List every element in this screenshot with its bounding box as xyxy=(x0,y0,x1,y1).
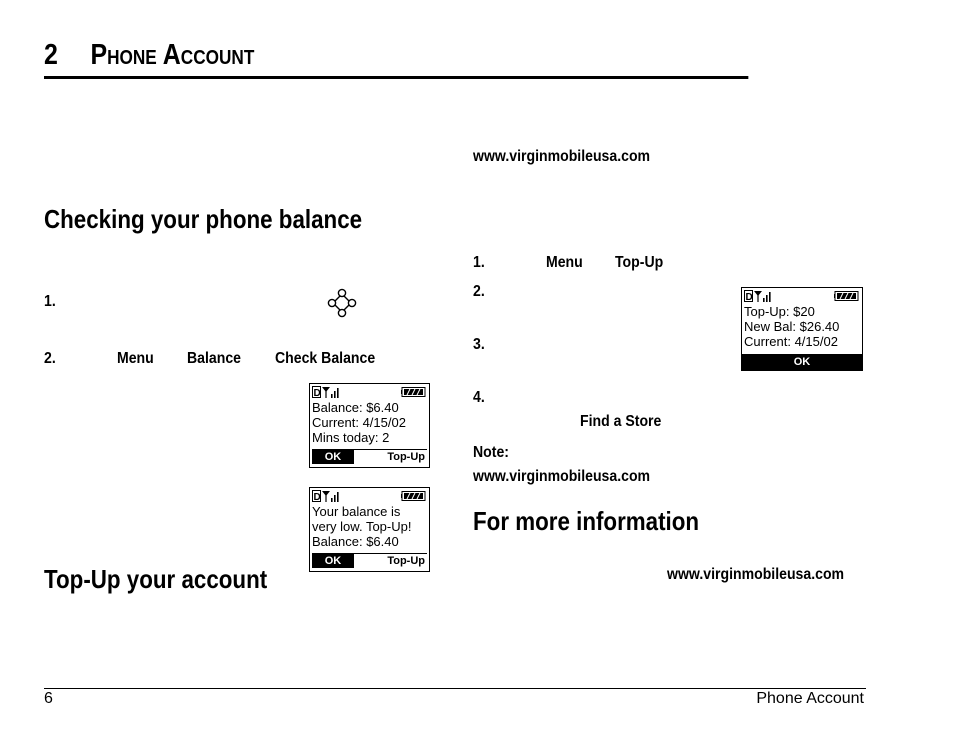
battery-icon xyxy=(834,291,859,301)
status-bar xyxy=(310,488,429,504)
left-step2-number: 2. xyxy=(44,350,56,367)
find-a-store: Find a Store xyxy=(580,413,662,430)
left-step2-balance: Balance xyxy=(187,350,242,367)
screen-line: Mins today: 2 xyxy=(312,430,390,445)
url-link-top[interactable]: www.virginmobileusa.com xyxy=(473,148,651,165)
ok-softkey[interactable]: OK xyxy=(312,450,354,464)
footer-rule xyxy=(44,688,866,689)
right-step2-number: 2. xyxy=(473,283,485,300)
screen-line: New Bal: $26.40 xyxy=(744,319,840,334)
status-bar xyxy=(310,384,429,400)
svg-text:D: D xyxy=(313,388,321,398)
status-bar xyxy=(742,288,862,304)
top-up-softkey[interactable]: Top-Up xyxy=(387,555,425,567)
screen-line: Balance: $6.40 xyxy=(312,400,399,415)
phone-screen-balance xyxy=(309,383,430,468)
navigation-key-icon xyxy=(327,288,357,318)
url-link-more-info[interactable]: www.virginmobileusa.com xyxy=(667,566,845,583)
right-step1-menu: Menu xyxy=(546,254,583,271)
phone-screen-top-up xyxy=(741,287,863,371)
top-up-heading: Top-Up your account xyxy=(44,564,268,594)
battery-icon xyxy=(401,387,426,397)
left-step2-menu: Menu xyxy=(117,350,154,367)
screen-line: Current: 4/15/02 xyxy=(312,415,406,430)
svg-text:D: D xyxy=(313,492,321,502)
signal-icon xyxy=(312,386,342,398)
chapter-heading xyxy=(44,36,748,79)
checking-balance-heading: Checking your phone balance xyxy=(44,204,363,234)
screen-line: Top-Up: $20 xyxy=(744,304,815,319)
signal-icon xyxy=(312,490,342,502)
top-up-softkey[interactable]: Top-Up xyxy=(387,451,425,463)
ok-softkey[interactable]: OK xyxy=(742,354,862,370)
screen-line: Balance: $6.40 xyxy=(312,534,399,549)
page-number: 6 xyxy=(44,690,53,707)
footer-section-title: Phone Account xyxy=(756,690,864,707)
right-step1-top-up: Top-Up xyxy=(615,254,664,271)
chapter-number: 2 xyxy=(44,39,58,71)
ok-softkey[interactable]: OK xyxy=(312,554,354,568)
right-step3-number: 3. xyxy=(473,336,485,353)
note-label: Note: xyxy=(473,444,509,461)
signal-icon xyxy=(744,290,774,302)
left-step2-check-balance: Check Balance xyxy=(275,350,376,367)
screen-line: very low. Top-Up! xyxy=(312,519,412,534)
right-step4-number: 4. xyxy=(473,389,485,406)
screen-line: Your balance is xyxy=(312,504,401,519)
softkey-bar xyxy=(312,449,427,464)
chapter-title: Phone Account xyxy=(90,39,255,71)
right-step1-number: 1. xyxy=(473,254,485,271)
left-step1-number: 1. xyxy=(44,293,56,310)
battery-icon xyxy=(401,491,426,501)
more-information-heading: For more information xyxy=(473,506,700,536)
phone-screen-low-balance xyxy=(309,487,430,572)
url-link-note[interactable]: www.virginmobileusa.com xyxy=(473,468,651,485)
screen-line: Current: 4/15/02 xyxy=(744,334,838,349)
svg-text:D: D xyxy=(745,292,753,302)
softkey-bar xyxy=(312,553,427,568)
